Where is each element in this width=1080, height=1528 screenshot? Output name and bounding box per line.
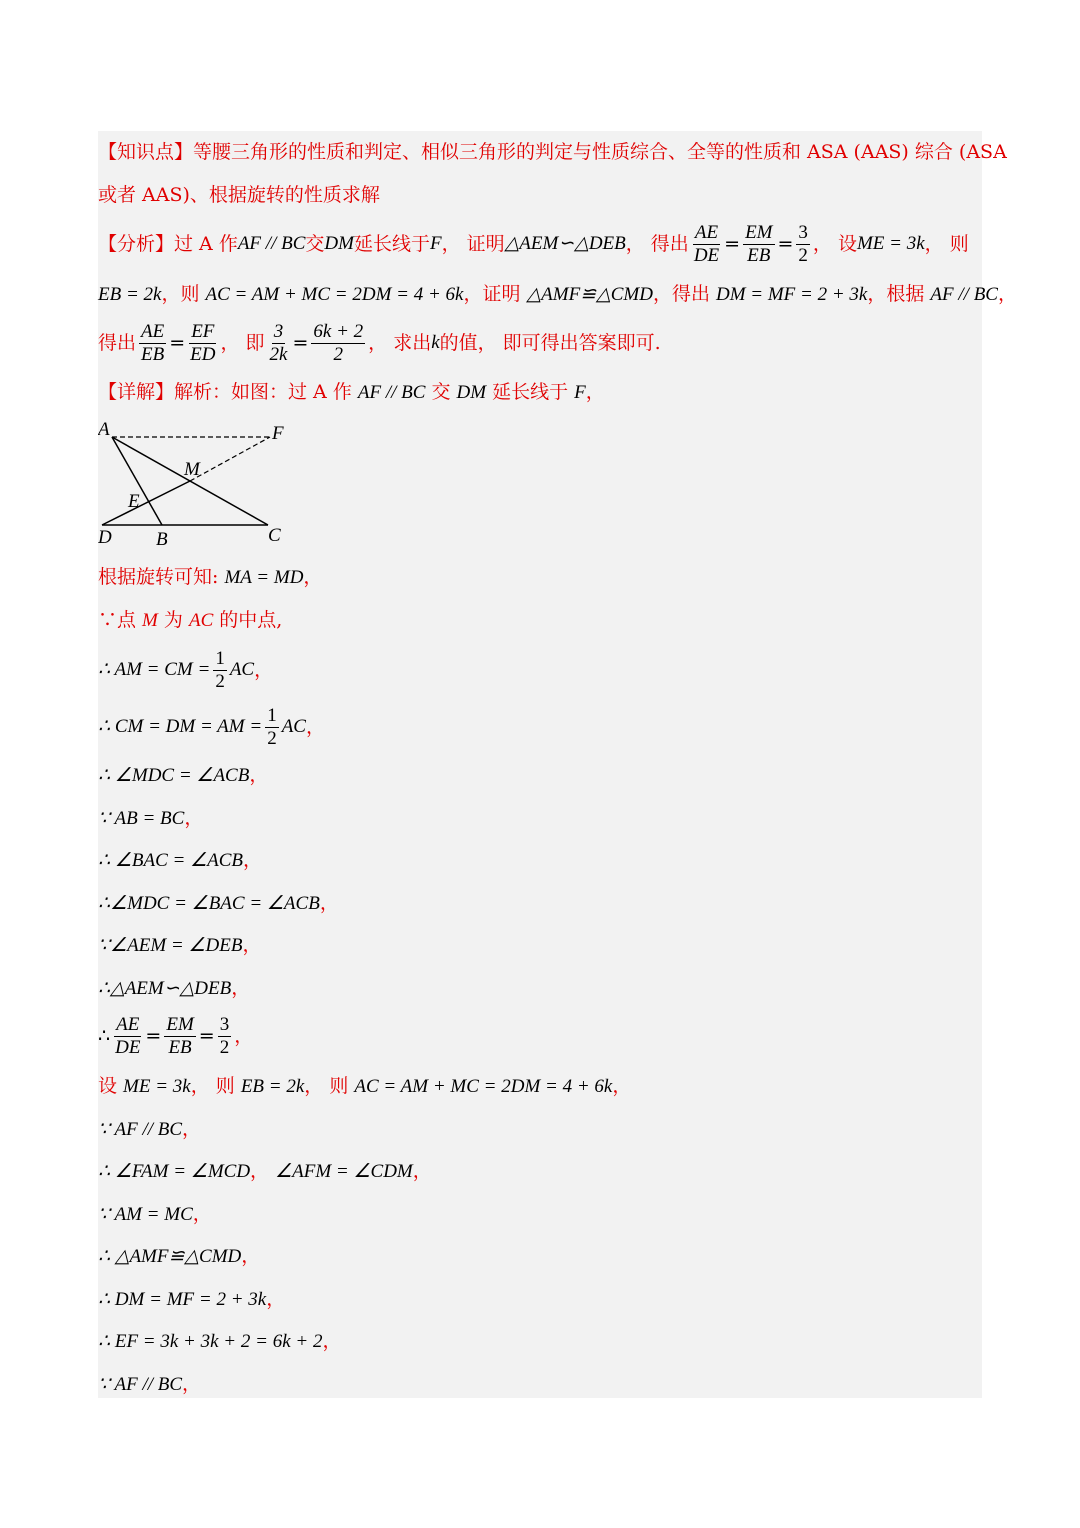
step-math: ME = 3k bbox=[123, 1076, 191, 1097]
analysis-text: 交 bbox=[305, 233, 325, 255]
detail-label: 【详解】 bbox=[98, 381, 175, 403]
analysis-text: ，得出 bbox=[652, 283, 716, 305]
step-text: ， bbox=[254, 659, 274, 681]
fraction: $\frac{EM}{EB}$ bbox=[745, 221, 773, 266]
knowledge-label: 【知识点】 bbox=[98, 141, 194, 163]
fraction: $\frac{EM}{EB}$ bbox=[166, 1013, 194, 1058]
step-text: 设 bbox=[98, 1075, 124, 1097]
knowledge-text-2: 或者 AAS)、根据旋转的性质求解 bbox=[98, 184, 380, 206]
step-5 bbox=[98, 763, 268, 788]
fraction: $\frac{AE}{DE}$ bbox=[115, 1013, 141, 1058]
step-math: ∴ ∠MDC = ∠ACB bbox=[98, 765, 250, 786]
step-13 bbox=[98, 1117, 201, 1142]
analysis-text: 延长线于 bbox=[353, 233, 430, 255]
segment-dm bbox=[102, 481, 190, 525]
analysis-math: △AEM∽△DEB bbox=[504, 233, 626, 254]
step-text: ， bbox=[242, 934, 262, 956]
step-math: AC = AM + MC = 2DM = 4 + 6k bbox=[354, 1076, 613, 1097]
fraction: $\frac{3}{2}$ bbox=[219, 1013, 230, 1058]
step-text: ， bbox=[319, 892, 339, 914]
step-math: ∴ CM = DM = AM = bbox=[98, 716, 263, 737]
step-10 bbox=[98, 976, 250, 1001]
step-math: EB = 2k bbox=[240, 1076, 305, 1097]
step-math: MA = MD bbox=[224, 567, 304, 588]
step-3 bbox=[98, 645, 273, 695]
step-1 bbox=[98, 565, 322, 590]
step-18 bbox=[98, 1329, 341, 1354]
step-8 bbox=[98, 891, 339, 916]
step-math: AC bbox=[281, 716, 306, 737]
geometry-figure bbox=[98, 417, 298, 547]
detail-line bbox=[98, 380, 605, 405]
analysis-math: ME = 3k bbox=[856, 233, 925, 254]
analysis-math: k bbox=[431, 332, 440, 353]
fraction: $\frac{1}{2}$ bbox=[267, 704, 277, 749]
step-text: ， 则 bbox=[190, 1075, 241, 1097]
analysis-text: ， 证明 bbox=[441, 233, 505, 255]
step-text: ， bbox=[234, 1025, 254, 1047]
segment-mf bbox=[190, 437, 270, 481]
detail-math: DM bbox=[456, 382, 487, 403]
step-text: ， bbox=[305, 716, 325, 738]
step-math: AC bbox=[188, 610, 214, 631]
step-text: ， bbox=[303, 566, 323, 588]
step-11: ∴ $\frac{AE}{DE}$ = $\frac{EM}{EB}$ = $\frac{3}{2}$ ， bbox=[98, 1013, 254, 1058]
step-math: ∴ bbox=[98, 1025, 111, 1047]
fraction: $\frac{6k + 2}{2}$ bbox=[313, 320, 364, 365]
fraction: $\frac{AE}{EB}$ bbox=[141, 320, 165, 365]
step-text: ， bbox=[241, 1245, 261, 1267]
step-2 bbox=[98, 608, 282, 633]
step-text: ， bbox=[249, 764, 269, 786]
point-label-f: F bbox=[272, 423, 284, 444]
step-math: ∴ ∠FAM = ∠MCD bbox=[98, 1161, 251, 1182]
step-math: ∴∠MDC = ∠BAC = ∠ACB bbox=[98, 893, 320, 914]
knowledge-text-1: 等腰三角形的性质和判定、相似三角形的判定与性质综合、全等的性质和 ASA (AAS) 综合 (ASA bbox=[193, 141, 1007, 163]
step-text: ， 则 bbox=[304, 1075, 355, 1097]
step-text: ， bbox=[182, 1373, 202, 1395]
step-math: ∴ DM = MF = 2 + 3k bbox=[98, 1289, 267, 1310]
analysis-text: ， 则 bbox=[924, 233, 969, 255]
fraction: $\frac{3}{2k}$ bbox=[269, 320, 288, 365]
detail-math: AF // BC bbox=[357, 382, 426, 403]
step-17 bbox=[98, 1287, 285, 1312]
step-math: ∴ EF = 3k + 3k + 2 = 6k + 2 bbox=[98, 1331, 323, 1352]
step-16 bbox=[98, 1244, 260, 1269]
step-math: ∵ AM = MC bbox=[98, 1204, 193, 1225]
analysis-text: ， 得出 bbox=[625, 233, 689, 255]
analysis-text: 的值， 即可得出答案即可. bbox=[439, 332, 661, 354]
step-12 bbox=[98, 1074, 631, 1099]
analysis-line-1: 【分析】 过 A 作 AF // BC 交 DM 延长线于 F ， 证明 △AEM∽△DEB ， 得出 $\frac{AE}{DE}$ = $\frac{EM}{EB}$ = $\frac{3}{2}$ ， 设 ME = 3k ， 则 bbox=[98, 221, 969, 266]
document-page bbox=[98, 131, 1017, 1398]
analysis-text: ， bbox=[997, 283, 1017, 305]
point-label-b: B bbox=[156, 529, 168, 547]
point-label-e: E bbox=[128, 491, 140, 512]
step-text: 根据旋转可知: bbox=[98, 566, 225, 588]
analysis-text: 得出 bbox=[98, 332, 137, 354]
step-text: ， bbox=[266, 1288, 286, 1310]
analysis-text: ， 设 bbox=[812, 233, 857, 255]
step-7 bbox=[98, 848, 262, 873]
step-6 bbox=[98, 806, 203, 831]
detail-text: 解析：如图：过 A 作 bbox=[174, 381, 358, 403]
point-label-m: M bbox=[184, 459, 200, 480]
step-math: ∵ AF // BC bbox=[98, 1374, 183, 1395]
step-text: 的中点, bbox=[213, 609, 283, 631]
step-text: ， bbox=[184, 807, 204, 829]
analysis-text: 过 A 作 bbox=[174, 233, 238, 255]
analysis-math: DM bbox=[324, 233, 354, 254]
detail-math: F bbox=[574, 382, 586, 403]
step-4 bbox=[98, 702, 325, 752]
analysis-math: AF // BC bbox=[930, 284, 998, 305]
step-text: ∵点 bbox=[98, 609, 143, 631]
step-text: 为 bbox=[157, 609, 189, 631]
step-text: ， bbox=[243, 849, 263, 871]
step-text: ， bbox=[182, 1118, 202, 1140]
point-label-a: A bbox=[98, 419, 110, 440]
step-math: AC bbox=[229, 659, 255, 680]
knowledge-line-1 bbox=[98, 140, 1007, 164]
analysis-math: F bbox=[429, 233, 442, 254]
step-19 bbox=[98, 1372, 201, 1397]
step-15 bbox=[98, 1202, 212, 1227]
step-9 bbox=[98, 933, 261, 958]
step-math: ∴ △AMF≌△CMD bbox=[98, 1246, 242, 1267]
knowledge-line-2 bbox=[98, 183, 380, 207]
step-math: ∵ AB = BC bbox=[98, 808, 185, 829]
point-label-d: D bbox=[98, 527, 112, 547]
step-text: ， bbox=[192, 1203, 212, 1225]
detail-text: 延长线于 bbox=[486, 381, 575, 403]
fraction: $\frac{AE}{DE}$ bbox=[693, 221, 720, 266]
analysis-line-3: 得出 $\frac{AE}{EB}$ = $\frac{EF}{ED}$ ， 即 $\frac{3}{2k}$ = $\frac{6k + 2}{2}$ ， 求出 k 的值， 即可得出答案即可. bbox=[98, 320, 661, 365]
analysis-text: ， 即 bbox=[220, 332, 265, 354]
analysis-text: ， 求出 bbox=[368, 332, 432, 354]
fraction: $\frac{EF}{ED}$ bbox=[190, 320, 216, 365]
analysis-math: △AMF≌△CMD bbox=[526, 284, 653, 305]
analysis-text: ，则 bbox=[161, 283, 206, 305]
analysis-label: 【分析】 bbox=[98, 233, 175, 255]
fraction: $\frac{3}{2}$ bbox=[798, 221, 808, 266]
step-math: ∴ AM = CM = bbox=[98, 659, 211, 680]
step-math: ∴ ∠BAC = ∠ACB bbox=[98, 850, 243, 871]
step-math: ∠AFM = ∠CDM bbox=[275, 1161, 413, 1182]
step-text: ， bbox=[231, 977, 251, 999]
analysis-text: ，根据 bbox=[867, 283, 931, 305]
step-text: ， bbox=[612, 1075, 632, 1097]
point-label-c: C bbox=[268, 525, 281, 546]
step-14 bbox=[98, 1159, 432, 1184]
step-math: M bbox=[142, 610, 158, 631]
analysis-math: AF // BC bbox=[237, 233, 306, 254]
analysis-math: EB = 2k bbox=[98, 284, 162, 305]
step-text: ， bbox=[412, 1160, 432, 1182]
step-math: ∵∠AEM = ∠DEB bbox=[98, 935, 243, 956]
step-text: ， bbox=[322, 1330, 342, 1352]
analysis-text: ，证明 bbox=[463, 283, 527, 305]
step-math: ∵ AF // BC bbox=[98, 1119, 183, 1140]
analysis-math: AC = AM + MC = 2DM = 4 + 6k bbox=[205, 284, 464, 305]
fraction: $\frac{1}{2}$ bbox=[215, 647, 225, 692]
step-math: ∴△AEM∽△DEB bbox=[98, 978, 232, 999]
step-text: ， bbox=[250, 1160, 276, 1182]
detail-text: 交 bbox=[425, 381, 457, 403]
detail-text: ， bbox=[585, 381, 605, 403]
analysis-math: DM = MF = 2 + 3k bbox=[715, 284, 868, 305]
analysis-line-2 bbox=[98, 282, 1017, 307]
